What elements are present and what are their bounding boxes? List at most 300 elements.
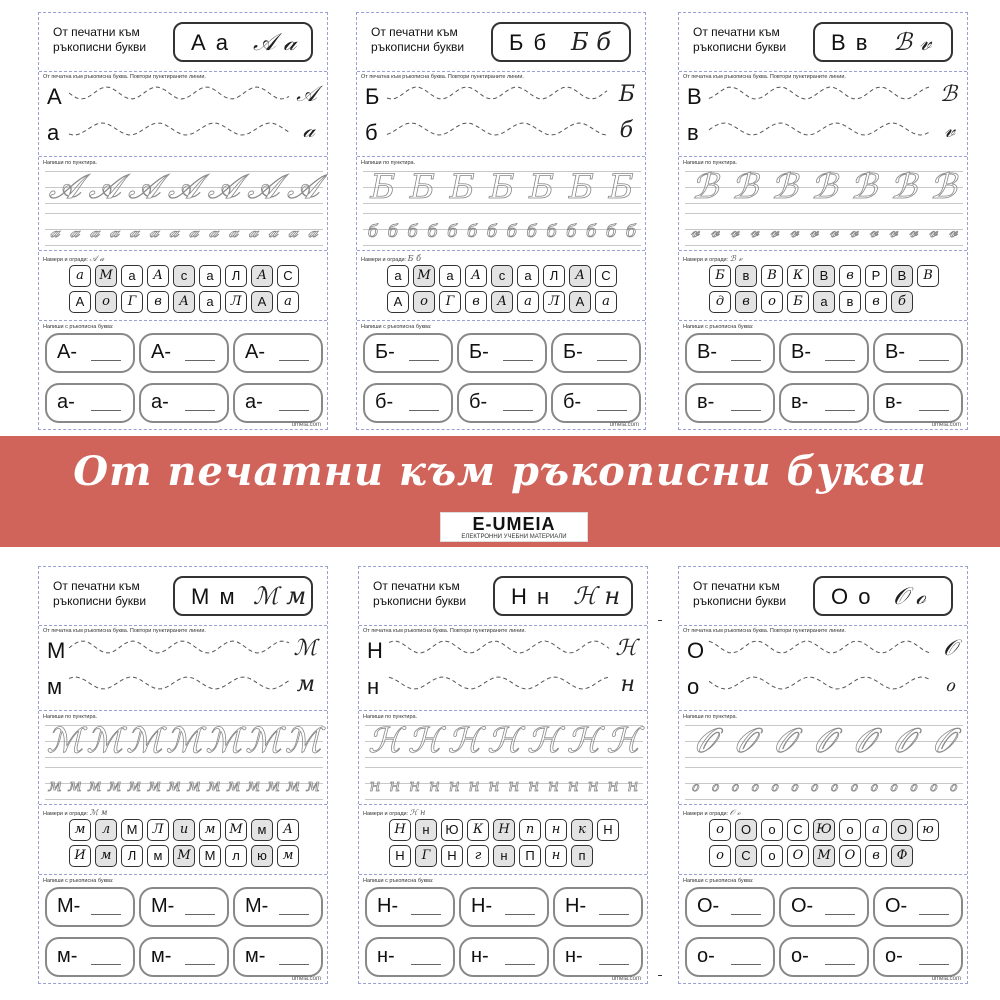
worksheet-title xyxy=(53,579,173,609)
dotted-letter: 𝒶 xyxy=(248,222,259,242)
write-prompt: А- xyxy=(57,341,77,363)
letter-tile[interactable]: А xyxy=(387,291,409,313)
letter-tile[interactable]: К xyxy=(787,265,809,287)
write-box[interactable] xyxy=(779,383,869,423)
dotted-trace-line[interactable] xyxy=(387,123,607,143)
write-box[interactable] xyxy=(873,937,963,977)
write-blank[interactable] xyxy=(599,964,629,965)
dotted-letter: 𝒶 xyxy=(209,222,219,242)
write-box[interactable] xyxy=(685,333,775,373)
letter-tile[interactable]: м xyxy=(199,819,221,841)
letter-tile[interactable]: в xyxy=(865,845,887,867)
find-and-circle-section xyxy=(359,805,647,875)
write-box[interactable] xyxy=(457,333,547,373)
letter-tile[interactable]: б xyxy=(891,291,913,313)
dotted-letter: Б xyxy=(489,167,515,207)
dotted-letter: Б xyxy=(370,167,396,207)
dotted-trace-line[interactable] xyxy=(389,677,609,697)
write-box[interactable] xyxy=(873,383,963,423)
write-blank[interactable] xyxy=(919,410,949,411)
write-blank[interactable] xyxy=(597,410,627,411)
letter-header-box xyxy=(173,22,313,62)
dotted-letter: м xyxy=(266,776,281,796)
write-blank[interactable] xyxy=(599,914,629,915)
dotted-letter: ℳ xyxy=(284,721,322,761)
worksheet-title xyxy=(693,579,813,609)
cursive-lower-letter: м xyxy=(296,672,315,697)
letter-tile[interactable]: С xyxy=(787,819,809,841)
write-blank[interactable] xyxy=(731,360,761,361)
dotted-trace-line[interactable] xyxy=(709,641,929,661)
letter-tile[interactable]: в xyxy=(465,291,487,313)
write-blank[interactable] xyxy=(185,914,215,915)
letter-tile[interactable]: и xyxy=(173,819,195,841)
write-boxes xyxy=(365,887,643,977)
letter-tile[interactable]: О xyxy=(839,845,861,867)
section-label: Намери и огради: ℳ м xyxy=(43,808,108,817)
letter-tile[interactable]: Н xyxy=(441,845,463,867)
write-box[interactable] xyxy=(459,937,549,977)
printed-letters: О о xyxy=(831,584,873,609)
letter-tile[interactable]: в xyxy=(865,291,887,313)
letter-tile[interactable]: А xyxy=(569,265,591,287)
title-line: ръкописни букви xyxy=(693,40,787,54)
letter-tile[interactable]: н xyxy=(415,819,437,841)
write-blank[interactable] xyxy=(91,360,121,361)
write-blank[interactable] xyxy=(505,964,535,965)
write-box[interactable] xyxy=(553,937,643,977)
divider-mark xyxy=(658,975,662,976)
write-cursive-section xyxy=(39,321,327,430)
dotted-upper-row[interactable] xyxy=(45,169,323,205)
write-box[interactable] xyxy=(363,333,453,373)
title-line: От печатни към xyxy=(693,25,780,39)
letter-tile[interactable]: М xyxy=(95,265,117,287)
letter-tile[interactable]: С xyxy=(735,845,757,867)
write-blank[interactable] xyxy=(91,410,121,411)
write-blank[interactable] xyxy=(825,914,855,915)
letter-tile[interactable]: О xyxy=(735,819,757,841)
write-box[interactable] xyxy=(139,887,229,927)
worksheet-title xyxy=(371,25,491,55)
letter-tile[interactable]: в xyxy=(839,291,861,313)
write-blank[interactable] xyxy=(505,914,535,915)
letter-tile[interactable]: Ф xyxy=(891,845,913,867)
letter-tile[interactable]: о xyxy=(839,819,861,841)
letter-tile[interactable]: а xyxy=(517,265,539,287)
worksheet xyxy=(38,566,328,984)
letter-tile[interactable]: И xyxy=(69,845,91,867)
printed-letters: В в xyxy=(831,30,870,55)
letter-tile[interactable]: В xyxy=(761,265,783,287)
section-label: Напиши с ръкописна буква: xyxy=(43,324,114,330)
letter-tile[interactable]: ю xyxy=(251,845,273,867)
letter-tile[interactable]: М xyxy=(173,845,195,867)
letter-tile[interactable]: м xyxy=(95,845,117,867)
letter-tile[interactable]: А xyxy=(173,291,195,313)
dotted-letter: ℴ xyxy=(829,776,838,796)
dotted-letter: б xyxy=(605,222,617,242)
trace-lines-section xyxy=(39,71,327,157)
trace-lines-section xyxy=(679,71,967,157)
write-box[interactable] xyxy=(685,383,775,423)
letter-tile[interactable]: Р xyxy=(865,265,887,287)
write-blank[interactable] xyxy=(185,360,215,361)
cursive-upper-letter: ℋ xyxy=(615,636,637,661)
dotted-letter: 𝓋 xyxy=(750,222,759,242)
letter-tile[interactable]: о xyxy=(761,819,783,841)
title-line: ръкописни букви xyxy=(53,594,147,608)
letter-tile[interactable]: о xyxy=(413,291,435,313)
letter-tile[interactable]: а xyxy=(199,291,221,313)
section-label: Напиши с ръкописна буква: xyxy=(361,324,432,330)
dotted-lower-row[interactable] xyxy=(685,223,963,241)
letter-tile[interactable]: Г xyxy=(415,845,437,867)
write-prompt: Н- xyxy=(471,895,493,917)
write-blank[interactable] xyxy=(279,360,309,361)
printed-letters: А а xyxy=(191,30,231,55)
dotted-trace-line[interactable] xyxy=(69,87,289,107)
write-box[interactable] xyxy=(45,937,135,977)
letter-tile[interactable]: п xyxy=(519,819,541,841)
letter-tile[interactable]: в xyxy=(735,291,757,313)
write-blank[interactable] xyxy=(825,410,855,411)
letter-tile[interactable]: Л xyxy=(225,291,247,313)
letter-tile[interactable]: ю xyxy=(917,819,939,841)
letter-tile[interactable]: к xyxy=(571,819,593,841)
worksheet xyxy=(678,12,968,430)
write-blank[interactable] xyxy=(825,964,855,965)
write-box[interactable] xyxy=(233,333,323,373)
dotted-lower-row[interactable] xyxy=(365,777,643,795)
letter-header-box xyxy=(493,576,633,616)
write-blank[interactable] xyxy=(409,410,439,411)
letter-tile[interactable]: К xyxy=(467,819,489,841)
letter-tile[interactable]: М xyxy=(813,845,835,867)
letter-tile[interactable]: С xyxy=(277,265,299,287)
write-box[interactable] xyxy=(779,333,869,373)
worksheet-header xyxy=(39,13,327,72)
write-blank[interactable] xyxy=(731,410,761,411)
letter-tile[interactable]: С xyxy=(595,265,617,287)
write-blank[interactable] xyxy=(185,964,215,965)
write-boxes xyxy=(685,333,963,423)
write-box[interactable] xyxy=(233,383,323,423)
dotted-letter: 𝒶 xyxy=(228,222,239,242)
letter-tile[interactable]: а xyxy=(517,291,539,313)
letter-tile[interactable]: В xyxy=(891,265,913,287)
write-box[interactable] xyxy=(553,887,643,927)
write-box[interactable] xyxy=(551,383,641,423)
dotted-lower-row[interactable] xyxy=(45,777,323,795)
write-cursive-section xyxy=(679,875,967,984)
letter-tile[interactable]: а xyxy=(69,265,91,287)
letter-tile[interactable]: а xyxy=(595,291,617,313)
dotted-letter: н xyxy=(488,776,500,796)
dotted-letter: м xyxy=(47,776,62,796)
dotted-lower-row[interactable] xyxy=(45,223,323,241)
letter-tile[interactable]: Н xyxy=(493,819,515,841)
section-label: От печатна към ръкописна буква. Повтори пунктираните линии. xyxy=(43,628,206,634)
dotted-trace-line[interactable] xyxy=(709,87,929,107)
write-box[interactable] xyxy=(685,937,775,977)
write-prompt: а- xyxy=(151,391,169,413)
letter-tile[interactable]: О xyxy=(787,845,809,867)
write-box[interactable] xyxy=(365,937,455,977)
letter-tile[interactable]: Л xyxy=(121,845,143,867)
write-blank[interactable] xyxy=(503,410,533,411)
letter-tile[interactable]: д xyxy=(709,291,731,313)
dotted-upper-row[interactable] xyxy=(363,169,641,205)
letter-tile[interactable]: в xyxy=(839,265,861,287)
write-box[interactable] xyxy=(873,887,963,927)
letter-tile[interactable]: о xyxy=(95,291,117,313)
letter-tile[interactable]: а xyxy=(439,265,461,287)
dotted-letter: м xyxy=(186,776,201,796)
find-row xyxy=(387,265,623,287)
letter-tile[interactable]: м xyxy=(147,845,169,867)
write-prompt: О- xyxy=(885,895,908,917)
letter-tile[interactable]: Н xyxy=(389,845,411,867)
letter-tile[interactable]: А xyxy=(277,819,299,841)
dotted-letter: 𝒶 xyxy=(169,222,179,242)
letter-tile[interactable]: о xyxy=(709,845,731,867)
letter-tile[interactable]: М xyxy=(121,819,143,841)
letter-tile[interactable]: В xyxy=(917,265,939,287)
worksheet-title xyxy=(373,579,493,609)
letter-tile[interactable]: н xyxy=(493,845,515,867)
write-prompt: а- xyxy=(57,391,75,413)
printed-lower-letter: б xyxy=(365,120,378,145)
write-box[interactable] xyxy=(233,937,323,977)
letter-tile[interactable]: Ю xyxy=(441,819,463,841)
letter-tile[interactable]: н xyxy=(545,845,567,867)
dotted-letter: 𝒶 xyxy=(288,222,298,242)
letter-tile[interactable]: О xyxy=(891,819,913,841)
dotted-lower-row[interactable] xyxy=(685,777,963,795)
write-blank[interactable] xyxy=(503,360,533,361)
section-label: Напиши по пунктира. xyxy=(43,714,98,720)
letter-tile[interactable]: а xyxy=(277,291,299,313)
write-box[interactable] xyxy=(139,383,229,423)
dotted-letter: Б xyxy=(529,167,555,207)
letter-header-box xyxy=(813,22,953,62)
write-blank[interactable] xyxy=(279,914,309,915)
worksheet-title xyxy=(693,25,813,55)
letter-tile[interactable]: с xyxy=(173,265,195,287)
write-blank[interactable] xyxy=(597,360,627,361)
dotted-letter: 𝓋 xyxy=(789,222,799,242)
letter-tile[interactable]: в xyxy=(735,265,757,287)
dotted-letter: 𝒜 xyxy=(167,167,201,207)
find-and-circle-section xyxy=(679,251,967,321)
write-blank[interactable] xyxy=(731,964,761,965)
dotted-letter: ℴ xyxy=(770,776,779,796)
letter-tile[interactable]: Н xyxy=(597,819,619,841)
dotted-trace-line[interactable] xyxy=(387,87,607,107)
dotted-letter: м xyxy=(147,776,162,796)
letter-tile[interactable]: о xyxy=(761,845,783,867)
worksheet xyxy=(356,12,646,430)
letter-tile[interactable]: Ю xyxy=(813,819,835,841)
dotted-letter: Б xyxy=(449,167,475,207)
section-label: Намери и огради: 𝒜 𝒶 xyxy=(43,254,105,263)
letter-tile[interactable]: м xyxy=(277,845,299,867)
footer-url: umeia.com xyxy=(611,976,641,982)
letter-tile[interactable]: Л xyxy=(225,265,247,287)
letter-tile[interactable]: А xyxy=(251,265,273,287)
find-row xyxy=(709,291,945,313)
write-prompt: в- xyxy=(791,391,809,413)
dotted-letter: б xyxy=(546,222,557,242)
letter-tile[interactable]: о xyxy=(761,291,783,313)
write-blank[interactable] xyxy=(91,964,121,965)
write-prompt: а- xyxy=(245,391,263,413)
write-blank[interactable] xyxy=(279,410,309,411)
dotted-trace-line[interactable] xyxy=(709,123,929,143)
letter-tile[interactable]: А xyxy=(491,291,513,313)
letter-tile[interactable]: М xyxy=(199,845,221,867)
write-blank[interactable] xyxy=(919,360,949,361)
write-box[interactable] xyxy=(551,333,641,373)
dotted-upper-row[interactable] xyxy=(685,169,963,205)
letter-tile[interactable]: а xyxy=(813,291,835,313)
write-box[interactable] xyxy=(233,887,323,927)
letter-tile[interactable]: А xyxy=(251,291,273,313)
write-box[interactable] xyxy=(873,333,963,373)
letter-tile[interactable]: Н xyxy=(389,819,411,841)
letter-tile[interactable]: Л xyxy=(543,291,565,313)
write-blank[interactable] xyxy=(185,410,215,411)
dotted-letter: н xyxy=(547,776,560,796)
write-prompt: М- xyxy=(245,895,269,917)
dotted-letter: м xyxy=(305,776,320,796)
write-box[interactable] xyxy=(45,887,135,927)
write-box[interactable] xyxy=(459,887,549,927)
letter-tile[interactable]: П xyxy=(519,845,541,867)
letter-tile[interactable]: а xyxy=(121,265,143,287)
write-box[interactable] xyxy=(45,383,135,423)
trace-lines-section xyxy=(357,71,645,157)
dotted-trace-line[interactable] xyxy=(69,677,289,697)
write-blank[interactable] xyxy=(825,360,855,361)
letter-tile[interactable]: а xyxy=(387,265,409,287)
dotted-trace-line[interactable] xyxy=(69,123,289,143)
dotted-upper-row[interactable] xyxy=(365,723,643,759)
write-blank[interactable] xyxy=(409,360,439,361)
section-label: Напиши с ръкописна буква: xyxy=(683,878,754,884)
write-blank[interactable] xyxy=(919,914,949,915)
write-box[interactable] xyxy=(365,887,455,927)
letter-tile[interactable]: В xyxy=(813,265,835,287)
section-label: Напиши по пунктира. xyxy=(683,160,738,166)
dotted-letter: 𝓋 xyxy=(869,222,878,242)
dotted-letter: ℴ xyxy=(690,776,699,796)
dotted-upper-row[interactable] xyxy=(45,723,323,759)
write-prompt: В- xyxy=(697,341,717,363)
letter-tile[interactable]: А xyxy=(147,265,169,287)
letter-tile[interactable]: а xyxy=(865,819,887,841)
dotted-trace-line[interactable] xyxy=(709,677,929,697)
letter-tile[interactable]: Б xyxy=(709,265,731,287)
letter-tile[interactable]: Г xyxy=(439,291,461,313)
letter-tile[interactable]: а xyxy=(199,265,221,287)
dotted-upper-row[interactable] xyxy=(685,723,963,759)
write-box[interactable] xyxy=(45,333,135,373)
footer-url: umeia.com xyxy=(291,422,321,428)
section-label: Намери и огради: 𝒪 ℴ xyxy=(683,808,741,817)
section-label: Напиши по пунктира. xyxy=(361,160,416,166)
write-blank[interactable] xyxy=(411,914,441,915)
dotted-letter: н xyxy=(607,776,619,796)
write-blank[interactable] xyxy=(91,914,121,915)
write-blank[interactable] xyxy=(731,914,761,915)
letter-tile[interactable]: л xyxy=(225,845,247,867)
letter-tile[interactable]: Г xyxy=(121,291,143,313)
write-box[interactable] xyxy=(457,383,547,423)
letter-tile[interactable]: м xyxy=(251,819,273,841)
dotted-letter: б xyxy=(427,222,438,242)
letter-tile[interactable]: с xyxy=(491,265,513,287)
letter-tile[interactable]: А xyxy=(69,291,91,313)
dotted-lower-row[interactable] xyxy=(363,223,641,241)
worksheet-title xyxy=(53,25,173,55)
dotted-letter: м xyxy=(285,776,301,796)
trace-lines-section xyxy=(39,625,327,711)
letter-tile[interactable]: М xyxy=(413,265,435,287)
dotted-letter: н xyxy=(627,776,639,796)
write-box[interactable] xyxy=(685,887,775,927)
write-box[interactable] xyxy=(139,333,229,373)
find-row xyxy=(389,819,625,841)
write-box[interactable] xyxy=(139,937,229,977)
dotted-letter: 𝒶 xyxy=(308,222,318,242)
dotted-letter: ℴ xyxy=(849,776,858,796)
letter-tile[interactable]: Л xyxy=(147,819,169,841)
letter-tile[interactable]: М xyxy=(225,819,247,841)
dotted-letter: ℋ xyxy=(487,721,521,761)
write-prompt: В- xyxy=(885,341,905,363)
write-prompt: м- xyxy=(57,945,78,967)
write-blank[interactable] xyxy=(411,964,441,965)
write-box[interactable] xyxy=(363,383,453,423)
dotted-letter: ℴ xyxy=(909,776,918,796)
letter-tile[interactable]: г xyxy=(467,845,489,867)
write-blank[interactable] xyxy=(919,964,949,965)
write-box[interactable] xyxy=(779,937,869,977)
letter-tile[interactable]: о xyxy=(709,819,731,841)
dotted-trace-line[interactable] xyxy=(389,641,609,661)
title-line: От печатни към xyxy=(373,579,460,593)
dotted-letter: 𝓋 xyxy=(690,222,700,242)
letter-tile[interactable]: А xyxy=(569,291,591,313)
dotted-writing-section xyxy=(39,157,327,251)
letter-tile[interactable]: м xyxy=(69,819,91,841)
letter-tile[interactable]: Б xyxy=(787,291,809,313)
dotted-letter: 𝒜 xyxy=(88,167,121,207)
letter-tile[interactable]: л xyxy=(95,819,117,841)
letter-tile[interactable]: н xyxy=(545,819,567,841)
letter-tile[interactable]: п xyxy=(571,845,593,867)
letter-tile[interactable]: А xyxy=(465,265,487,287)
section-label: От печатна към ръкописна буква. Повтори пунктираните линии. xyxy=(43,74,206,80)
write-blank[interactable] xyxy=(279,964,309,965)
write-box[interactable] xyxy=(779,887,869,927)
find-row xyxy=(709,265,945,287)
dotted-trace-line[interactable] xyxy=(69,641,289,661)
letter-tile[interactable]: Л xyxy=(543,265,565,287)
letter-tile[interactable]: в xyxy=(147,291,169,313)
